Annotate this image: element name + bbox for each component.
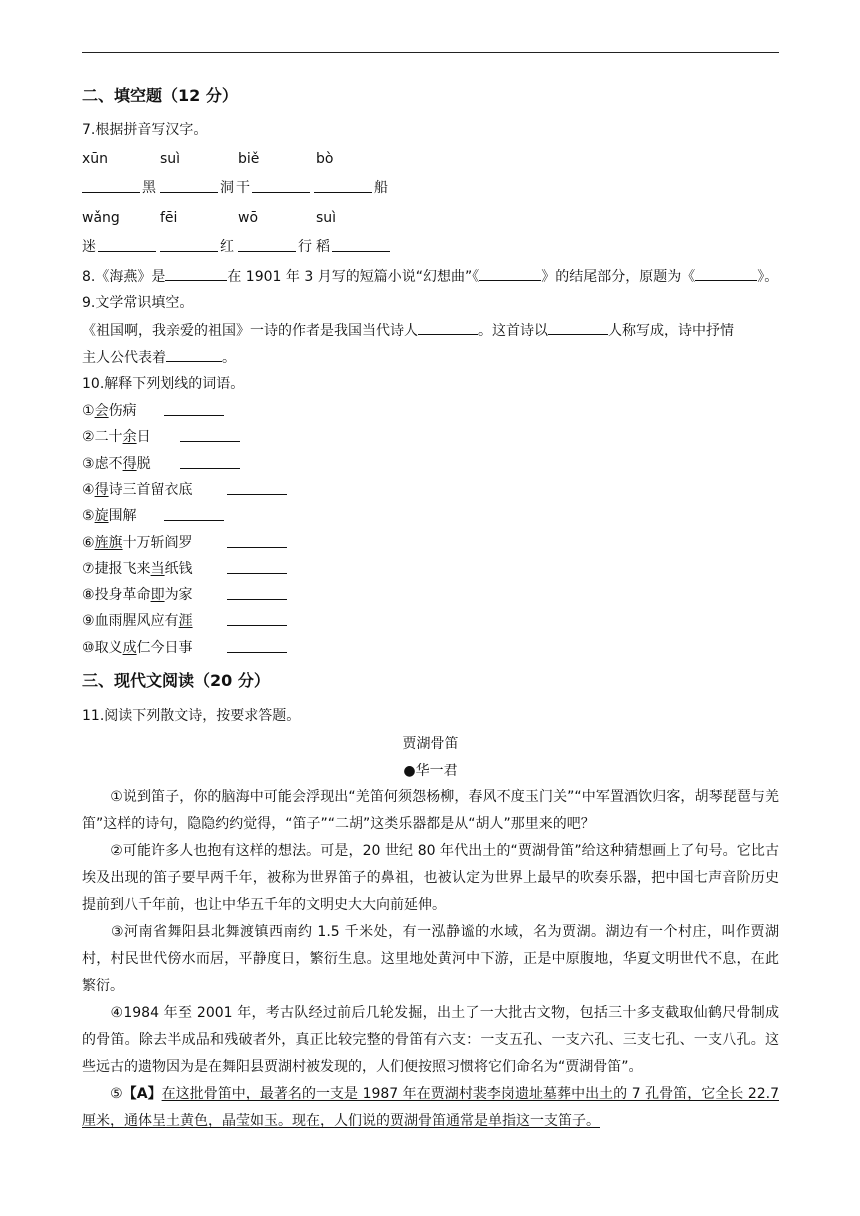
answer-blank[interactable]	[238, 237, 296, 252]
paragraph-5: ⑤【A】在这批骨笛中，最著名的一支是 1987 年在贾湖村裴李岗遗址墓葬中出土的 7 孔骨笛，它全长 22.7 厘米，通体呈土黄色，晶莹如玉。现在，人们说的贾湖骨笛通常是单指这一支笛子。	[82, 1086, 779, 1129]
answer-blank[interactable]	[165, 266, 227, 281]
q9-line2: 主人公代表着 。	[82, 347, 236, 368]
char: 黑	[142, 180, 156, 196]
q11-prompt: 11.阅读下列散文诗，按要求答题。	[82, 708, 301, 724]
underlined-word: 得	[94, 481, 109, 498]
answer-blank[interactable]	[227, 559, 287, 574]
answer-blank[interactable]	[227, 611, 287, 626]
phrase-post: 为家	[164, 587, 193, 604]
vocab-item	[82, 585, 382, 605]
item-number: ⑨	[82, 613, 95, 630]
answer-blank[interactable]	[227, 480, 287, 495]
answer-blank[interactable]	[252, 178, 310, 193]
vocab-item	[82, 454, 382, 474]
char: 稻	[316, 239, 330, 255]
paragraph-4: ④1984 年至 2001 年，考古队经过前后几轮发掘，出土了一大批古文物，包括三十多支截取仙鹤尺骨制成的骨笛。除去半成品和残破者外，真正比较完整的骨笛有六支：一支五孔、一支六孔、三支七孔、一支八孔。这些远古的遗物因为是在舞阳县贾湖村被发现的，人们便按照习惯将它们命名为“贾湖骨笛”。	[82, 1005, 779, 1075]
q8-line: 8.《海燕》是 在 1901 年 3 月写的短篇小说“幻想曲”《 》的结尾部分，原题为《 》。	[82, 266, 778, 287]
vocab-item	[82, 506, 382, 526]
item-number: ⑧	[82, 587, 95, 604]
section2-title: 二、填空题（12 分）	[82, 86, 238, 105]
answer-blank-wrap	[227, 611, 287, 632]
underlined-word: 旋	[94, 508, 109, 525]
answer-blank[interactable]	[227, 533, 287, 548]
answer-blank[interactable]	[82, 178, 140, 193]
char: 船	[374, 180, 388, 196]
q9-line1: 《祖国啊，我亲爱的祖国》一诗的作者是我国当代诗人 。这首诗以 人称写成，诗中抒情	[82, 320, 734, 341]
answer-blank-wrap	[227, 638, 287, 659]
section3-title: 三、现代文阅读（20 分）	[82, 671, 270, 690]
vocab-item	[82, 533, 382, 553]
char: 洞	[220, 180, 234, 196]
underlined-word: 即	[150, 587, 165, 604]
phrase-post: 十万斩阎罗	[122, 534, 193, 551]
pinyin: wǎng	[82, 210, 120, 226]
paragraph-1: ①说到笛子，你的脑海中可能会浮现出“羌笛何须怨杨柳，春风不度玉门关”“中军置酒饮归客，胡琴琵琶与羌笛”这样的诗句，隐隐约约觉得，“笛子”“二胡”这类乐器都是从“胡人”那里来的吧？	[82, 789, 780, 832]
pinyin: xūn	[82, 151, 109, 167]
char: 红	[220, 239, 234, 255]
answer-blank-wrap	[180, 427, 240, 448]
answer-blank[interactable]	[98, 237, 156, 252]
vocab-phrase	[82, 456, 151, 472]
underlined-word: 会	[94, 403, 109, 419]
pinyin: suì	[316, 210, 337, 226]
vocab-item	[82, 559, 382, 579]
char: 干	[236, 180, 250, 196]
marker-a: 【A】	[122, 1086, 162, 1102]
phrase-post: 脱	[136, 455, 151, 472]
phrase-pre: 投身革命	[94, 587, 151, 604]
item-number: ⑩	[82, 639, 95, 656]
answer-blank[interactable]	[180, 427, 240, 442]
vocab-phrase	[82, 640, 193, 656]
char: 迷	[82, 239, 96, 255]
answer-blank[interactable]	[418, 320, 478, 335]
item-number: ⑤	[82, 508, 95, 525]
underlined-word: 旌旗	[94, 534, 123, 551]
pinyin: bò	[316, 151, 334, 167]
answer-blank[interactable]	[548, 320, 608, 335]
answer-blank[interactable]	[160, 178, 218, 193]
vocab-phrase	[82, 613, 193, 629]
article-author: ●华一君	[403, 763, 458, 779]
item-number: ②	[82, 429, 95, 446]
answer-blank[interactable]	[695, 266, 757, 281]
pinyin: biě	[238, 151, 260, 167]
phrase-post: 伤病	[108, 403, 137, 419]
top-rule	[82, 52, 779, 53]
pinyin: suì	[160, 151, 181, 167]
underlined-word: 当	[150, 560, 165, 577]
answer-blank[interactable]	[227, 585, 287, 600]
underlined-word: 涯	[178, 613, 193, 630]
answer-blank[interactable]	[479, 266, 541, 281]
article-title: 贾湖骨笛	[402, 736, 459, 752]
vocab-item	[82, 401, 382, 421]
q9-prompt: 9.文学常识填空。	[82, 295, 194, 311]
phrase-pre: 虑不	[94, 455, 123, 472]
phrase-pre: 捷报飞来	[94, 560, 151, 577]
paragraph-3: ③河南省舞阳县北舞渡镇西南约 1.5 千米处，有一泓静谧的水域，名为贾湖。湖边有一个村庄，叫作贾湖村，村民世代傍水而居，平静度日，繁衍生息。这里地处黄河中下游，正是中原腹地，华夏文明世代不息，在此繁衍。	[82, 924, 780, 994]
vocab-item	[82, 480, 382, 500]
vocab-phrase	[82, 429, 151, 445]
answer-blank[interactable]	[164, 506, 224, 521]
vocab-item	[82, 611, 382, 631]
item-number: ④	[82, 481, 95, 498]
item-number: ⑦	[82, 560, 95, 577]
q10-prompt: 10.解释下列划线的词语。	[82, 376, 245, 392]
phrase-post: 纸钱	[164, 560, 193, 577]
answer-blank[interactable]	[227, 638, 287, 653]
paragraph-2: ②可能许多人也抱有这样的想法。可是，20 世纪 80 年代出土的“贾湖骨笛”给这种猜想画上了句号。它比古埃及出现的笛子要早两千年，被称为世界笛子的鼻祖，也被认定为世界上最早的吹奏乐器，把中国七声音阶历史提前到八千年前，也让中华五千年的文明史大大向前延伸。	[82, 843, 779, 913]
vocab-phrase	[82, 587, 193, 603]
phrase-post: 诗三首留衣底	[108, 481, 193, 498]
phrase-post: 仁今日事	[136, 639, 193, 656]
q7-prompt: 7.根据拼音写汉字。	[82, 122, 208, 138]
phrase-pre: 取义	[94, 639, 123, 656]
answer-blank-wrap	[227, 559, 287, 580]
item-number: ⑥	[82, 534, 95, 551]
answer-blank-wrap	[227, 533, 287, 554]
answer-blank-wrap	[180, 454, 240, 475]
phrase-post: 日	[136, 429, 151, 446]
pinyin: wō	[238, 210, 259, 226]
answer-blank[interactable]	[314, 178, 372, 193]
underlined-sentence: 在这批骨笛中，最著名的一支是 1987 年在贾湖村裴李岗遗址墓葬中出土的 7 孔骨笛，它全长 22.7 厘米，通体呈土黄色，晶莹如玉。现在，人们说的贾湖骨笛通常是单指这一支笛子。	[82, 1086, 779, 1129]
underlined-word: 成	[122, 639, 137, 656]
vocab-phrase	[82, 403, 137, 419]
underlined-word: 得	[122, 455, 137, 472]
vocab-phrase	[82, 508, 137, 524]
underlined-word: 余	[122, 429, 137, 446]
answer-blank[interactable]	[164, 401, 224, 416]
answer-blank[interactable]	[160, 237, 218, 252]
answer-blank[interactable]	[180, 454, 240, 469]
answer-blank-wrap	[227, 480, 287, 501]
phrase-post: 围解	[108, 508, 137, 525]
vocab-item	[82, 638, 382, 658]
item-number: ①	[82, 403, 95, 419]
char: 行	[298, 239, 312, 255]
answer-blank-wrap	[164, 401, 224, 422]
vocab-phrase	[82, 482, 193, 498]
phrase-pre: 血雨腥风应有	[94, 613, 179, 630]
item-number: ③	[82, 455, 95, 472]
vocab-phrase	[82, 535, 193, 551]
answer-blank-wrap	[227, 585, 287, 606]
answer-blank[interactable]	[166, 347, 222, 362]
answer-blank[interactable]	[332, 237, 390, 252]
vocab-phrase	[82, 561, 193, 577]
vocab-item	[82, 427, 382, 447]
answer-blank-wrap	[164, 506, 224, 527]
pinyin: fēi	[160, 210, 178, 226]
phrase-pre: 二十	[94, 429, 123, 446]
